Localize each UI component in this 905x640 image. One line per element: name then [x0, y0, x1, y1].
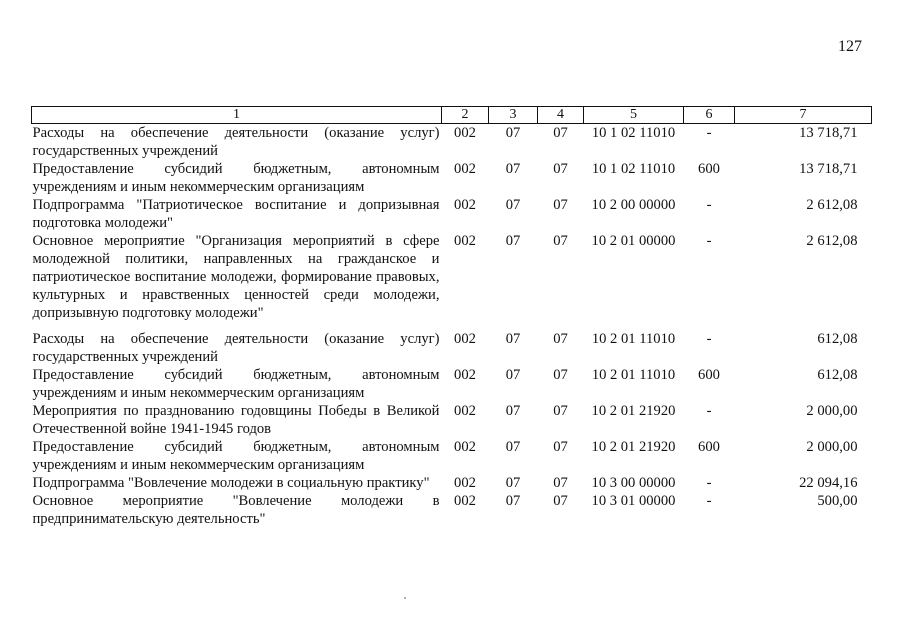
column-header: 3 — [489, 107, 538, 124]
row-code-subsection: 07 — [553, 439, 568, 455]
row-code-section: 07 — [505, 197, 521, 213]
row-name: Расходы на обеспечение деятельности (оказание услуг) государственных учреждений — [32, 125, 440, 159]
row-name: Предоставление субсидий бюджетным, автономным учреждениям и иным некоммерческим организациям — [32, 367, 440, 401]
table-row — [32, 196, 872, 232]
row-code-ministry: 002 — [454, 403, 476, 419]
row-name: Предоставление субсидий бюджетным, автономным учреждениям и иным некоммерческим организациям — [32, 161, 440, 195]
row-code-section: 07 — [505, 233, 521, 249]
row-code-ministry: 002 — [454, 439, 476, 455]
row-code-expense-type: - — [706, 331, 712, 347]
row-code-subsection: 07 — [553, 197, 568, 213]
row-code-section: 07 — [505, 125, 521, 141]
row-code-section: 07 — [505, 403, 521, 419]
row-code-subsection: 07 — [553, 367, 568, 383]
row-code-expense-type: - — [706, 403, 712, 419]
row-code-ministry: 002 — [454, 493, 476, 509]
row-amount: 612,08 — [817, 367, 858, 383]
row-code-expense-type: - — [706, 233, 712, 249]
column-header: 2 — [442, 107, 489, 124]
row-name: Подпрограмма "Вовлечение молодежи в социальную практику" — [32, 475, 430, 491]
row-code-subsection: 07 — [553, 403, 568, 419]
row-code-ministry: 002 — [454, 331, 476, 347]
row-code-expense-type: 600 — [698, 367, 720, 383]
row-code-section: 07 — [505, 331, 521, 347]
column-header: 7 — [735, 107, 872, 124]
row-code-target: 10 1 02 11010 — [591, 125, 676, 141]
row-code-target: 10 3 01 00000 — [591, 493, 676, 509]
row-code-target: 10 3 00 00000 — [591, 475, 676, 491]
row-amount: 500,00 — [817, 493, 858, 509]
row-name: Мероприятия по празднованию годовщины Победы в Великой Отечественной войне 1941-1945 годов — [32, 403, 440, 437]
row-code-expense-type: 600 — [698, 161, 720, 177]
row-code-target: 10 2 01 21920 — [591, 439, 676, 455]
row-name: Предоставление субсидий бюджетным, автономным учреждениям и иным некоммерческим организациям — [32, 439, 440, 473]
row-name: Подпрограмма "Патриотическое воспитание и допризывная подготовка молодежи" — [32, 197, 440, 231]
scan-speck — [404, 597, 406, 599]
row-code-ministry: 002 — [454, 125, 476, 141]
row-code-subsection: 07 — [553, 233, 568, 249]
row-code-expense-type: - — [706, 197, 712, 213]
row-amount: 13 718,71 — [799, 161, 858, 177]
table-row — [32, 402, 872, 438]
table-row — [32, 438, 872, 474]
column-header: 4 — [538, 107, 584, 124]
row-code-target: 10 2 01 00000 — [591, 233, 676, 249]
row-code-target: 10 2 01 11010 — [591, 367, 676, 383]
row-code-section: 07 — [505, 439, 521, 455]
row-code-target: 10 2 00 00000 — [591, 197, 676, 213]
row-amount: 13 718,71 — [799, 125, 858, 141]
row-amount: 2 000,00 — [806, 403, 858, 419]
row-code-expense-type: 600 — [698, 439, 720, 455]
row-code-expense-type: - — [706, 475, 712, 491]
row-code-subsection: 07 — [553, 493, 568, 509]
row-amount: 2 612,08 — [806, 197, 858, 213]
column-header: 6 — [684, 107, 735, 124]
table-row — [32, 366, 872, 402]
table-row — [32, 160, 872, 196]
row-amount: 2 000,00 — [806, 439, 858, 455]
table-row — [32, 492, 872, 528]
row-code-target: 10 1 02 11010 — [591, 161, 676, 177]
page-number: 127 — [838, 38, 862, 55]
column-header: 1 — [32, 107, 442, 124]
row-amount: 612,08 — [817, 331, 858, 347]
row-code-section: 07 — [505, 161, 521, 177]
row-code-section: 07 — [505, 493, 521, 509]
row-code-ministry: 002 — [454, 475, 476, 491]
row-code-expense-type: - — [706, 125, 712, 141]
row-name: Расходы на обеспечение деятельности (оказание услуг) государственных учреждений — [32, 331, 440, 365]
row-code-ministry: 002 — [454, 367, 476, 383]
header-row — [32, 107, 872, 124]
row-code-section: 07 — [505, 475, 521, 491]
table-row — [32, 124, 872, 161]
table-row — [32, 330, 872, 366]
row-code-target: 10 2 01 11010 — [591, 331, 676, 347]
row-name: Основное мероприятие "Вовлечение молодежи в предпринимательскую деятельность" — [32, 493, 440, 527]
row-code-ministry: 002 — [454, 161, 476, 177]
row-code-expense-type: - — [706, 493, 712, 509]
row-code-target: 10 2 01 21920 — [591, 403, 676, 419]
row-amount: 22 094,16 — [799, 475, 858, 491]
row-code-section: 07 — [505, 367, 521, 383]
row-code-subsection: 07 — [553, 475, 568, 491]
column-header: 5 — [584, 107, 684, 124]
row-name: Основное мероприятие "Организация мероприятий в сфере молодежной политики, направленных на гражданское и патриотическое воспитание молодежи, формирование правовых, культурных и нравственных ценностей среди молодежи, допризывную подготовку молодежи" — [32, 233, 440, 321]
row-code-subsection: 07 — [553, 161, 568, 177]
row-code-subsection: 07 — [553, 125, 568, 141]
row-amount: 2 612,08 — [806, 233, 858, 249]
table-row — [32, 474, 872, 492]
row-code-subsection: 07 — [553, 331, 568, 347]
budget-table — [31, 106, 872, 528]
row-code-ministry: 002 — [454, 233, 476, 249]
row-code-ministry: 002 — [454, 197, 476, 213]
table-row — [32, 232, 872, 330]
